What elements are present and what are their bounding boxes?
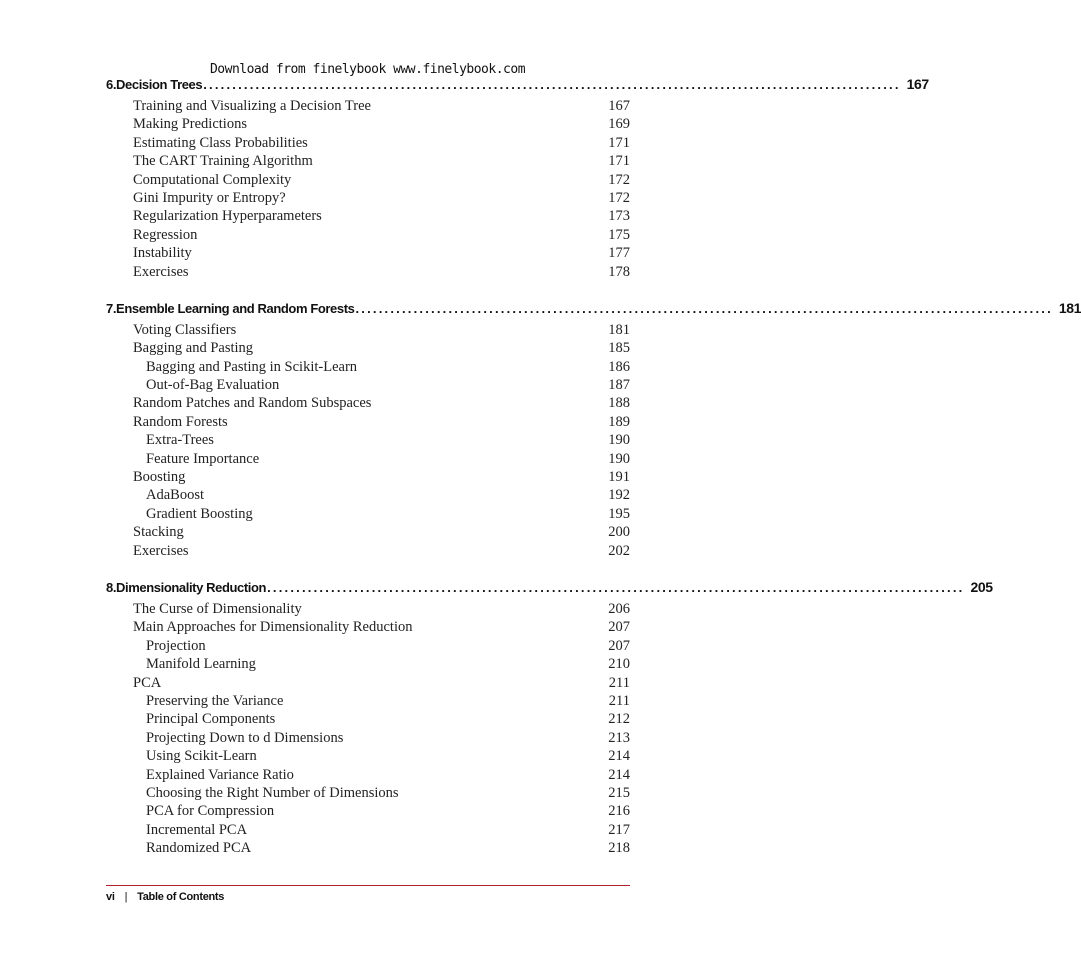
chapter-title: Decision Trees — [116, 77, 203, 92]
entry-title: Using Scikit-Learn — [146, 748, 257, 765]
footer-section-title: Table of Contents — [137, 891, 225, 903]
entry-title: Exercises — [133, 263, 189, 280]
entry-page-number: 190 — [608, 450, 630, 467]
entry-page-number: 190 — [608, 432, 630, 449]
entry-title: Random Forests — [133, 413, 228, 430]
toc-section-entry[interactable] — [106, 469, 630, 487]
entry-page-number: 189 — [608, 413, 630, 430]
entry-title: The Curse of Dimensionality — [133, 600, 302, 617]
chapter-heading[interactable] — [106, 578, 993, 601]
entry-page-number: 218 — [608, 840, 630, 857]
entry-page-number: 167 — [608, 98, 630, 114]
entry-title: Bagging and Pasting in Scikit-Learn — [146, 358, 358, 375]
entry-page-number: 187 — [608, 377, 630, 394]
entry-title: Principal Components — [146, 711, 276, 728]
chapter-page-number: 205 — [970, 578, 993, 595]
toc-section-entry[interactable] — [106, 190, 630, 208]
entry-title: Feature Importance — [146, 450, 260, 467]
entry-title: Voting Classifiers — [133, 321, 237, 338]
toc-section-entry[interactable] — [106, 245, 630, 263]
toc-subsection-entry[interactable] — [106, 711, 630, 729]
table-of-contents — [106, 76, 1081, 876]
toc-chapter — [106, 76, 929, 282]
toc-section-entry[interactable] — [106, 208, 630, 226]
toc-subsection-entry[interactable] — [106, 748, 630, 766]
toc-section-entry[interactable] — [106, 98, 630, 116]
toc-section-entry[interactable] — [106, 543, 630, 561]
toc-section-entry[interactable] — [106, 172, 630, 190]
toc-section-entry[interactable] — [106, 153, 630, 171]
entry-title: The CART Training Algorithm — [133, 153, 313, 170]
toc-subsection-entry[interactable] — [106, 822, 630, 840]
entry-page-number: 172 — [608, 189, 630, 206]
toc-subsection-entry[interactable] — [106, 656, 630, 674]
toc-subsection-entry[interactable] — [106, 785, 630, 803]
toc-subsection-entry[interactable] — [106, 730, 630, 748]
entry-page-number: 186 — [608, 358, 630, 375]
dot-leader: ........................................................................................................................ — [267, 579, 965, 595]
entry-page-number: 178 — [608, 263, 630, 280]
entry-title: Exercises — [133, 542, 189, 559]
toc-section-entry[interactable] — [106, 524, 630, 542]
entry-title: PCA for Compression — [146, 803, 275, 820]
toc-subsection-entry[interactable] — [106, 803, 630, 821]
entry-page-number: 217 — [608, 821, 630, 838]
chapter-page-number: 181 — [1058, 299, 1081, 316]
entry-page-number: 177 — [608, 245, 630, 262]
chapter-heading[interactable] — [106, 299, 1081, 322]
entry-title: Projection — [146, 637, 206, 654]
entry-title: Instability — [133, 245, 192, 262]
toc-subsection-entry[interactable] — [106, 487, 630, 505]
entry-page-number: 171 — [608, 134, 630, 151]
entry-page-number: 207 — [608, 619, 630, 636]
entry-page-number: 173 — [608, 208, 630, 225]
chapter-number: 8. — [106, 579, 117, 595]
toc-section-entry[interactable] — [106, 227, 630, 245]
entry-page-number: 207 — [608, 637, 630, 654]
entry-title: Gini Impurity or Entropy? — [133, 189, 286, 206]
entry-title: Regularization Hyperparameters — [133, 208, 322, 225]
chapter-heading[interactable] — [106, 76, 929, 98]
entry-page-number: 169 — [608, 116, 630, 133]
chapter-title: Ensemble Learning and Random Forests — [116, 300, 355, 316]
entry-page-number: 175 — [608, 226, 630, 243]
entry-page-number: 200 — [608, 524, 630, 541]
entry-title: Gradient Boosting — [146, 505, 253, 522]
entry-page-number: 202 — [608, 542, 630, 559]
footer-rule — [106, 885, 630, 886]
toc-subsection-entry[interactable] — [106, 377, 630, 395]
page-footer — [106, 891, 224, 903]
entry-page-number: 210 — [608, 656, 630, 673]
entry-page-number: 185 — [608, 340, 630, 357]
toc-section-entry[interactable] — [106, 264, 630, 282]
entry-title: Projecting Down to d Dimensions — [146, 729, 344, 746]
entry-title: Manifold Learning — [146, 656, 256, 673]
entry-page-number: 213 — [608, 729, 630, 746]
toc-section-entry[interactable] — [106, 619, 630, 637]
toc-section-entry[interactable] — [106, 135, 630, 153]
dot-leader: ........................................................................................................................ — [355, 300, 1053, 316]
toc-subsection-entry[interactable] — [106, 840, 630, 858]
entry-page-number: 206 — [608, 600, 630, 617]
toc-section-entry[interactable] — [106, 116, 630, 134]
entry-title: Preserving the Variance — [146, 692, 284, 709]
toc-subsection-entry[interactable] — [106, 767, 630, 785]
footer-page-number: vi — [106, 891, 115, 903]
entry-page-number: 214 — [608, 766, 630, 783]
entry-page-number: 192 — [608, 487, 630, 504]
entry-page-number: 214 — [608, 748, 630, 765]
entry-page-number: 215 — [608, 784, 630, 801]
entry-page-number: 171 — [608, 153, 630, 170]
entry-page-number: 191 — [608, 469, 630, 486]
toc-section-entry[interactable] — [106, 601, 630, 619]
toc-chapter — [106, 578, 993, 858]
entry-title: Extra-Trees — [146, 432, 214, 449]
footer-separator: | — [124, 891, 128, 903]
watermark-text: Download from finelybook www.finelybook.com — [209, 62, 526, 77]
chapter-number: 6. — [106, 77, 117, 92]
toc-subsection-entry[interactable] — [106, 432, 630, 450]
toc-section-entry[interactable] — [106, 322, 630, 340]
toc-subsection-entry[interactable] — [106, 693, 630, 711]
toc-section-entry[interactable] — [106, 675, 630, 693]
toc-subsection-entry[interactable] — [106, 638, 630, 656]
entry-title: PCA — [133, 674, 162, 691]
dot-leader: ........................................................................................................................ — [203, 77, 901, 92]
entry-title: Out-of-Bag Evaluation — [146, 377, 280, 394]
entry-title: Main Approaches for Dimensionality Reduction — [133, 619, 413, 636]
entry-title: Explained Variance Ratio — [146, 766, 294, 783]
toc-chapter — [106, 299, 1081, 561]
entry-title: Choosing the Right Number of Dimensions — [146, 784, 399, 801]
toc-subsection-entry[interactable] — [106, 451, 630, 469]
chapter-number: 7. — [106, 300, 117, 316]
entry-page-number: 195 — [608, 505, 630, 522]
entry-title: Boosting — [133, 469, 186, 486]
toc-section-entry[interactable] — [106, 395, 630, 413]
entry-page-number: 212 — [608, 711, 630, 728]
entry-title: Making Predictions — [133, 116, 247, 133]
toc-section-entry[interactable] — [106, 340, 630, 358]
entry-title: Randomized PCA — [146, 840, 252, 857]
chapter-title: Dimensionality Reduction — [116, 579, 267, 595]
entry-page-number: 211 — [608, 692, 630, 709]
chapter-page-number: 167 — [906, 76, 929, 92]
entry-page-number: 181 — [608, 321, 630, 338]
entry-title: Incremental PCA — [146, 821, 248, 838]
entry-title: AdaBoost — [146, 487, 204, 504]
entry-title: Random Patches and Random Subspaces — [133, 395, 372, 412]
entry-title: Regression — [133, 226, 198, 243]
toc-subsection-entry[interactable] — [106, 506, 630, 524]
entry-title: Stacking — [133, 524, 184, 541]
entry-title: Estimating Class Probabilities — [133, 134, 308, 151]
entry-page-number: 188 — [608, 395, 630, 412]
entry-page-number: 211 — [608, 674, 630, 691]
entry-title: Training and Visualizing a Decision Tree — [133, 98, 371, 114]
toc-subsection-entry[interactable] — [106, 359, 630, 377]
toc-section-entry[interactable] — [106, 414, 630, 432]
entry-title: Computational Complexity — [133, 171, 292, 188]
entry-page-number: 216 — [608, 803, 630, 820]
entry-page-number: 172 — [608, 171, 630, 188]
entry-title: Bagging and Pasting — [133, 340, 254, 357]
